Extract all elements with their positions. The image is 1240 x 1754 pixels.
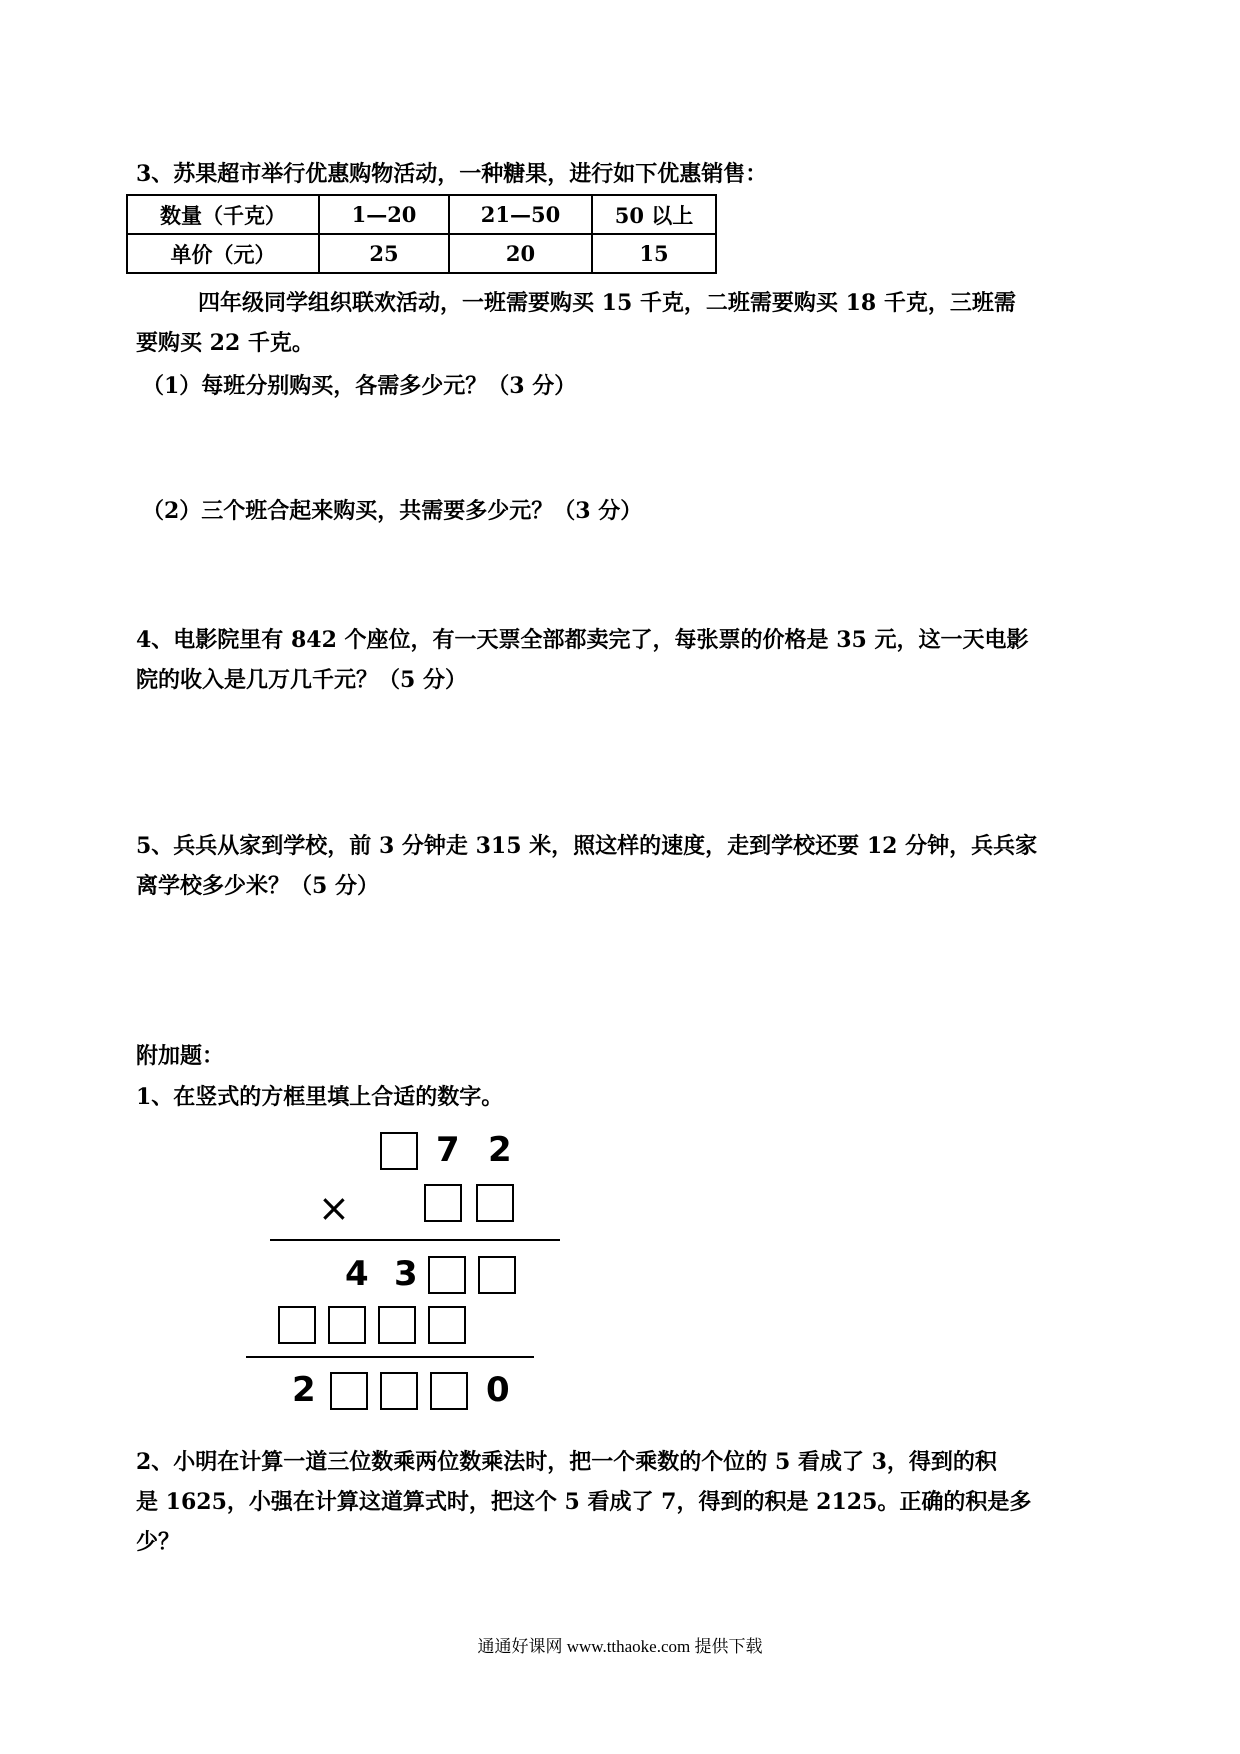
q5-line1: 5、兵兵从家到学校，前 3 分钟走 315 米，照这样的速度，走到学校还要 12 分钟，兵兵家 xyxy=(136,833,1038,859)
blank-digit-box xyxy=(380,1132,418,1170)
puzzle-digit: 3 xyxy=(394,1254,418,1294)
rule-line xyxy=(270,1239,560,1241)
price-table xyxy=(126,194,717,274)
q4-line2: 院的收入是几万几千元？（5 分） xyxy=(136,667,467,693)
q4-line1: 4、电影院里有 842 个座位，有一天票全部都卖完了，每张票的价格是 35 元，这一天电影 xyxy=(136,627,1029,653)
table-cell: 20 xyxy=(449,234,592,273)
blank-digit-box xyxy=(430,1372,468,1410)
puzzle-digit: 2 xyxy=(488,1130,512,1170)
blank-digit-box xyxy=(424,1184,462,1222)
extra-q2-line3: 少？ xyxy=(136,1529,181,1555)
puzzle-digit: 2 xyxy=(292,1370,316,1410)
blank-digit-box xyxy=(428,1306,466,1344)
blank-digit-box xyxy=(330,1372,368,1410)
table-cell: 50 以上 xyxy=(592,195,716,234)
puzzle-digit: 7 xyxy=(436,1130,460,1170)
q3-intro: 3、苏果超市举行优惠购物活动，一种糖果，进行如下优惠销售： xyxy=(136,161,768,187)
q3-subquestion-1: （1）每班分别购买，各需多少元？（3 分） xyxy=(142,373,577,399)
extra-q1: 1、在竖式的方框里填上合适的数字。 xyxy=(136,1084,504,1110)
rule-line xyxy=(246,1356,534,1358)
q3-subquestion-2: （2）三个班合起来购买，共需要多少元？（3 分） xyxy=(142,498,643,524)
footer-credit: 通通好课网 www.tthaoke.com 提供下载 xyxy=(477,1637,763,1656)
blank-digit-box xyxy=(278,1306,316,1344)
blank-digit-box xyxy=(378,1306,416,1344)
q3-paragraph-line2: 要购买 22 千克。 xyxy=(136,330,314,356)
table-cell: 25 xyxy=(319,234,449,273)
table-cell: 数量（千克） xyxy=(127,195,319,234)
extra-q2-line2: 是 1625，小强在计算这道算式时，把这个 5 看成了 7，得到的积是 2125。正确的积是多 xyxy=(136,1489,1032,1515)
q3-paragraph-line1: 四年级同学组织联欢活动，一班需要购买 15 千克，二班需要购买 18 千克，三班需 xyxy=(198,290,1016,316)
price-table-row-price xyxy=(127,234,716,273)
q5-line2: 离学校多少米？（5 分） xyxy=(136,873,379,899)
blank-digit-box xyxy=(428,1256,466,1294)
table-cell: 1—20 xyxy=(319,195,449,234)
blank-digit-box xyxy=(380,1372,418,1410)
extra-q2-line1: 2、小明在计算一道三位数乘两位数乘法时，把一个乘数的个位的 5 看成了 3，得到的积 xyxy=(136,1449,997,1475)
table-cell: 21—50 xyxy=(449,195,592,234)
extra-heading: 附加题： xyxy=(136,1043,225,1069)
puzzle-digit: 4 xyxy=(345,1254,369,1294)
puzzle-digit: 0 xyxy=(486,1370,510,1410)
blank-digit-box xyxy=(478,1256,516,1294)
blank-digit-box xyxy=(328,1306,366,1344)
blank-digit-box xyxy=(476,1184,514,1222)
price-table-row-quantity xyxy=(127,195,716,234)
multiply-sign: × xyxy=(318,1186,350,1230)
table-cell: 单价（元） xyxy=(127,234,319,273)
table-cell: 15 xyxy=(592,234,716,273)
